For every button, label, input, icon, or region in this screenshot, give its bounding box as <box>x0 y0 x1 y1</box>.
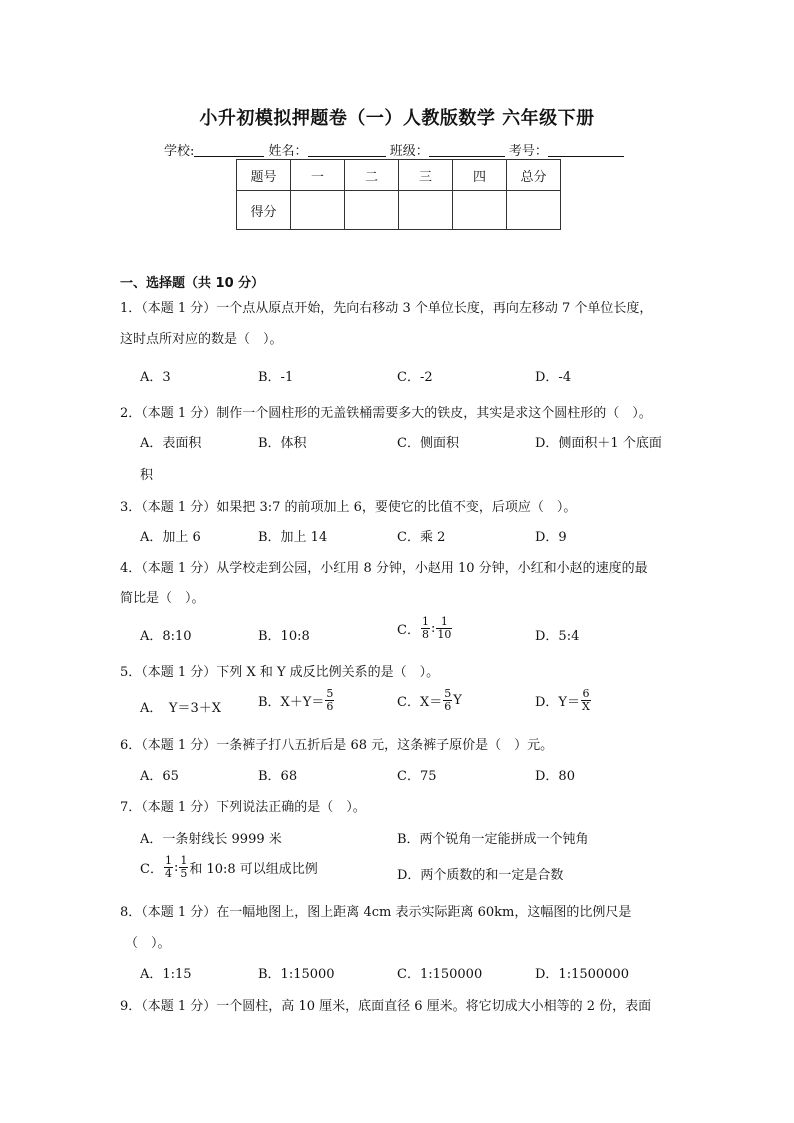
score-header-cell: 三 <box>399 160 453 191</box>
q8-option-c[interactable]: C．1:150000 <box>397 967 483 982</box>
fraction <box>421 616 430 641</box>
score-header-cell: 一 <box>291 160 345 191</box>
q7-option-a[interactable]: A．一条射线长 9999 米 <box>140 832 282 847</box>
q5-option-b[interactable] <box>258 688 335 713</box>
q5-option-b-label: B．X＋Y＝ <box>258 695 325 710</box>
q2-option-d[interactable]: D．侧面积＋1 个底面 <box>535 436 662 451</box>
class-field[interactable] <box>429 143 505 157</box>
score-table-header-row <box>237 160 561 191</box>
denominator: 5 <box>180 867 188 880</box>
school-label: 学校: <box>164 144 195 159</box>
question-8-text-cont: （ ）。 <box>125 936 171 951</box>
q5-option-c[interactable] <box>397 688 462 713</box>
score-header-cell: 四 <box>453 160 507 191</box>
q2-option-d-wrap: 积 <box>140 468 154 483</box>
score-header-cell: 总分 <box>507 160 561 191</box>
score-cell[interactable] <box>291 191 345 230</box>
name-label: 姓名： <box>268 144 308 159</box>
q3-option-b[interactable]: B．加上 14 <box>258 530 328 545</box>
q3-option-c[interactable]: C．乘 2 <box>397 530 446 545</box>
school-field[interactable] <box>194 143 264 157</box>
score-header-cell: 题号 <box>237 160 291 191</box>
question-2-text: 2．（本题 1 分）制作一个圆柱形的无盖铁桶需要多大的铁皮，其实是求这个圆柱形的（ ）。 <box>120 406 652 421</box>
exam-no-field[interactable] <box>548 143 624 157</box>
numerator: 1 <box>164 854 172 867</box>
score-cell[interactable] <box>399 191 453 230</box>
q7-option-c[interactable]: C． $\frac{1}{4}$ : $\frac{1}{5}$ 和 10:8 可以组成比例 <box>140 854 318 880</box>
fraction <box>443 688 452 713</box>
q7-option-b[interactable]: B．两个锐角一定能拼成一个钝角 <box>397 832 589 847</box>
q6-option-c[interactable]: C．75 <box>397 769 437 784</box>
q1-option-d[interactable]: D．-4 <box>535 370 572 385</box>
numerator: 1 <box>421 615 429 628</box>
score-table-score-row <box>237 191 561 230</box>
score-cell[interactable] <box>345 191 399 230</box>
q8-option-a[interactable]: A．1:15 <box>140 967 192 982</box>
q6-option-a[interactable]: A．65 <box>140 769 179 784</box>
q2-option-c[interactable]: C．侧面积 <box>397 436 459 451</box>
fraction <box>436 616 452 641</box>
q1-option-b[interactable]: B．-1 <box>258 370 294 385</box>
fraction <box>581 688 591 713</box>
score-cell[interactable] <box>453 191 507 230</box>
fraction <box>164 855 173 880</box>
q7-option-c-label: C． <box>140 862 163 877</box>
q2-option-a[interactable]: A．表面积 <box>140 436 202 451</box>
numerator: 5 <box>444 687 452 700</box>
student-info-line <box>164 140 624 159</box>
q5-option-d-label: D．Y＝ <box>535 695 581 710</box>
q6-option-d[interactable]: D．80 <box>535 769 575 784</box>
q8-option-b[interactable]: B．1:15000 <box>258 967 335 982</box>
question-4-text-cont: 简比是（ ）。 <box>120 591 205 606</box>
section-heading: 一、选择题（共 10 分） <box>120 276 265 291</box>
numerator: 1 <box>180 854 188 867</box>
score-table <box>236 159 561 230</box>
denominator: 10 <box>437 628 452 641</box>
question-1-text: 1．（本题 1 分）一个点从原点开始，先向右移动 3 个单位长度，再向左移动 7 个单位长度， <box>120 301 653 316</box>
q4-option-a[interactable]: A．8:10 <box>140 629 192 644</box>
q4-option-c-label: C． <box>397 623 420 638</box>
denominator: 6 <box>444 700 452 713</box>
denominator: 4 <box>164 867 172 880</box>
fraction <box>179 855 188 880</box>
question-3-text: 3．（本题 1 分）如果把 3:7 的前项加上 6，要使它的比值不变，后项应（ ）。 <box>120 500 577 515</box>
question-5-text: 5．（本题 1 分）下列 X 和 Y 成反比例关系的是（ ）。 <box>120 665 440 680</box>
q4-option-c[interactable]: C． $\frac{1}{8}$ : $\frac{1}{10}$ <box>397 615 452 641</box>
denominator: 6 <box>326 700 334 713</box>
q8-option-d[interactable]: D．1:1500000 <box>535 967 629 982</box>
numerator: 1 <box>436 616 452 629</box>
question-8-text: 8．（本题 1 分）在一幅地图上，图上距离 4cm 表示实际距离 60km，这幅图的比例尺是 <box>120 905 632 920</box>
class-label: 班级： <box>389 144 429 159</box>
fraction <box>325 688 334 713</box>
q5-option-d[interactable] <box>535 688 592 713</box>
page-title: 小升初模拟押题卷（一）人教版数学 六年级下册 <box>199 108 595 129</box>
q2-option-b[interactable]: B．体积 <box>258 436 307 451</box>
q7-option-d[interactable]: D．两个质数的和一定是合数 <box>397 868 564 883</box>
question-6-text: 6．（本题 1 分）一条裤子打八五折后是 68 元，这条裤子原价是（ ）元。 <box>120 738 554 753</box>
question-9-text: 9．（本题 1 分）一个圆柱，高 10 厘米，底面直径 6 厘米。将它切成大小相等的 2 份，表面 <box>120 999 652 1014</box>
score-cell[interactable] <box>507 191 561 230</box>
question-1-text-cont: 这时点所对应的数是（ ）。 <box>120 332 283 347</box>
denominator: X <box>582 700 590 713</box>
score-row-label: 得分 <box>237 191 291 230</box>
denominator: 8 <box>421 628 429 641</box>
q7-option-c-tail: 和 10:8 可以组成比例 <box>189 862 318 877</box>
exam-no-label: 考号： <box>508 144 548 159</box>
q1-option-a[interactable]: A．3 <box>140 370 171 385</box>
q5-option-a[interactable]: A． Y＝3＋X <box>140 701 221 716</box>
name-field[interactable] <box>308 143 386 157</box>
q3-option-a[interactable]: A．加上 6 <box>140 530 201 545</box>
question-7-text: 7．（本题 1 分）下列说法正确的是（ ）。 <box>120 800 366 815</box>
numerator: 5 <box>326 687 334 700</box>
q5-option-c-tail: Y <box>453 693 462 708</box>
q3-option-d[interactable]: D．9 <box>535 530 567 545</box>
q5-option-c-label: C．X＝ <box>397 695 443 710</box>
q6-option-b[interactable]: B．68 <box>258 769 298 784</box>
q4-option-d[interactable]: D．5:4 <box>535 629 580 644</box>
question-4-text: 4．（本题 1 分）从学校走到公园，小红用 8 分钟，小赵用 10 分钟，小红和小赵的速度的最 <box>120 561 648 576</box>
q4-option-b[interactable]: B．10:8 <box>258 629 310 644</box>
q1-option-c[interactable]: C．-2 <box>397 370 433 385</box>
numerator: 6 <box>582 687 590 700</box>
score-header-cell: 二 <box>345 160 399 191</box>
